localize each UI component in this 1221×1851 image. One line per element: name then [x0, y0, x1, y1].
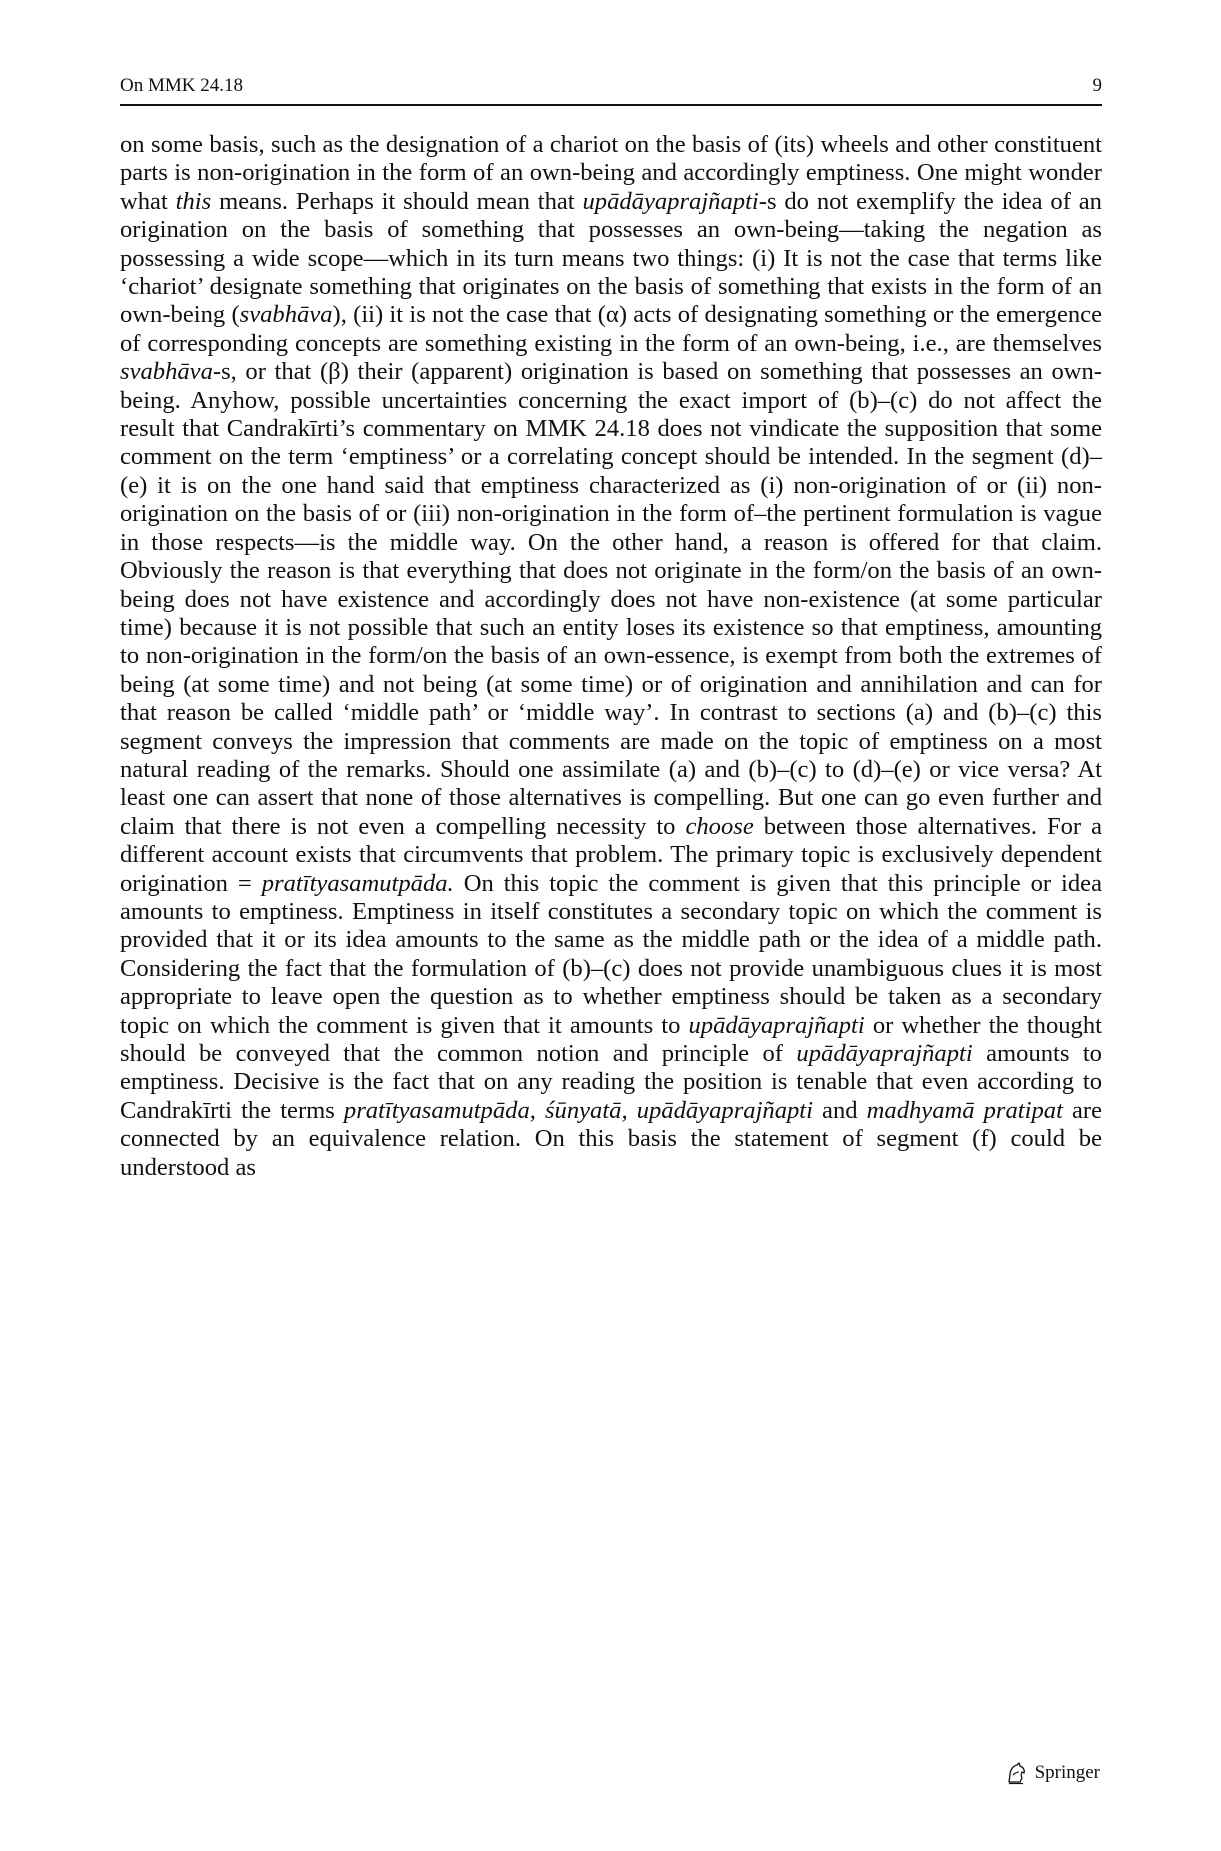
italic-term: upādāyaprajñapti [796, 1040, 973, 1067]
italic-term: this [175, 187, 212, 215]
italic-term: svabhāva [120, 358, 213, 386]
springer-horse-icon [1005, 1761, 1029, 1785]
header-rule [120, 104, 1102, 106]
text-run: ), (ii) it is not the case that (α) acts of designating something or the emergence of corresponding concepts are something existing in the form of an own-being, i.e., are themselves [120, 301, 1102, 357]
text-run: -s do not exemplify the idea of an origination on the basis of something that possesses an own-being—taking the negation as possessing a wide scope—which in its turn means two things: (i) It is not the case that terms like ‘chariot’ designate something that originates on the basis of something that exists in the form of an own-being ( [120, 187, 1102, 329]
text-run: or whether the thought should be conveyed that the common notion and principle of [120, 1011, 1102, 1067]
italic-term: pratītyasamutpāda. [261, 869, 454, 897]
text-run: On this topic the comment is given that this principle or idea amounts to emptiness. Emptiness in itself constitutes a secondary topic on which the comment is provided that it or its idea amounts to the same as the middle path or the idea of a middle path. Considering the fact that the formulation of (b)–(c) does not provide unambiguous clues it is most appropriate to leave open the question as to whether emptiness should be taken as a secondary topic on which the comment is given that it amounts to [120, 869, 1102, 1039]
page-number: 9 [1092, 75, 1102, 96]
text-run: on some basis, such as the designation of a chariot on the basis of (its) wheels and other constituent parts is non-origination in the form of an own-being and accordingly emptiness. One might wonder what [120, 131, 1102, 215]
italic-term: svabhāva [239, 301, 333, 329]
running-head: On MMK 24.18 [120, 75, 243, 96]
publisher-name: Springer [1034, 1762, 1100, 1783]
text-run: means. Perhaps it should mean that [211, 187, 583, 215]
page-header [120, 74, 1102, 106]
body-paragraph [120, 131, 1102, 1182]
body-text [120, 131, 1102, 1182]
italic-term: choose [685, 812, 754, 840]
text-run: -s, or that (β) their (apparent) origination is based on something that possesses an own-being. Anyhow, possible uncertainties concerning the exact import of (b)–(c) do not affect the result that Candrakīrti’s commentary on MMK 24.18 does not vindicate the supposition that some comment on the term ‘emptiness’ or a correlating concept should be intended. In the segment (d)–(e) it is on the one hand said that emptiness characterized as (i) non-origination of or (ii) non-origination on the basis of or (iii) non-origination in the form of–the pertinent formulation is vague in those respects—is the middle way. On the other hand, a reason is offered for that claim. Obviously the reason is that everything that does not originate in the form/on the basis of an own-being does not have existence and accordingly does not have non-existence (at some particular time) because it is not possible that such an entity loses its existence so that emptiness, amounting to non-origination in the form/on the basis of an own-essence, is exempt from both the extremes of being (at some time) and not being (at some time) or of origination and annihilation and can for that reason be called ‘middle path’ or ‘middle way’. In contrast to sections (a) and (b)–(c) this segment conveys the impression that comments are made on the topic of emptiness on a most natural reading of the remarks. Should one assimilate (a) and (b)–(c) to (d)–(e) or vice versa? At least one can assert that none of those alternatives is compelling. But one can go even further and claim that there is not even a compelling necessity to [120, 358, 1102, 840]
italic-term: madhyamā pratipat [866, 1096, 1063, 1124]
text-run: between those alternatives. For a different account exists that circumvents that problem. The primary topic is exclusively dependent origination = [120, 812, 1102, 897]
text-run: amounts to emptiness. Decisive is the fact that on any reading the position is tenable that even according to Candrakīrti the terms [120, 1040, 1102, 1124]
italic-term: upādāyaprajñapti [582, 187, 759, 215]
italic-term: upādāyaprajñapti [688, 1011, 865, 1039]
publisher-footer [1005, 1758, 1100, 1788]
italic-term: pratītyasamutpāda, śūnyatā, upādāyaprajñapti [343, 1096, 813, 1124]
text-run: and [812, 1096, 867, 1124]
text-run: are connected by an equivalence relation. On this basis the statement of segment (f) could be understood as [120, 1096, 1103, 1181]
